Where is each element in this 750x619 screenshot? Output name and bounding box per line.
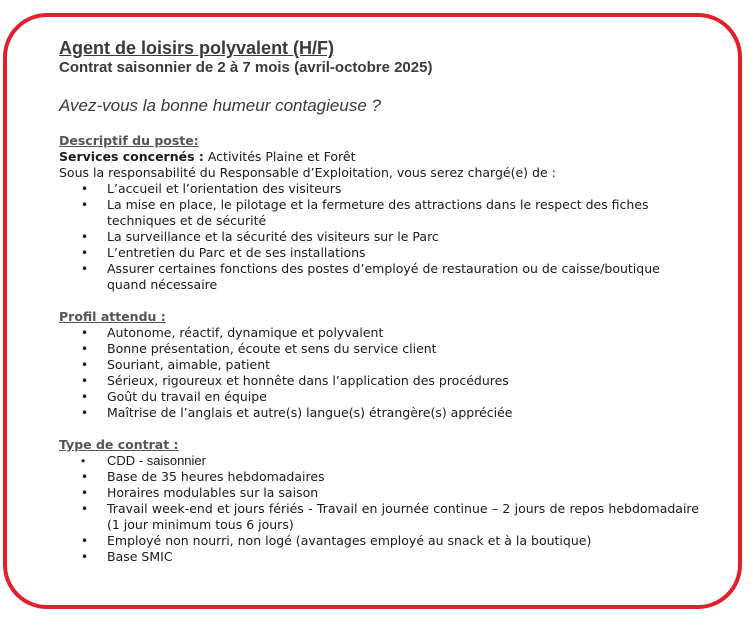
section-profil <box>59 309 699 421</box>
bullet-icon: • <box>81 406 89 420</box>
list-item: • Employé non nourri, non logé (avantages employé au snack et à la boutique) <box>81 533 592 548</box>
list-item: • Travail week-end et jours fériés - Travail en journée continue – 2 jours de repos hebdomadaire (1 jour minimum tous 6 jours) <box>81 501 699 532</box>
list-item: • Base SMIC <box>81 549 173 564</box>
list-item: • Goût du travail en équipe <box>81 389 267 404</box>
bullet-icon: • <box>81 230 89 244</box>
list-item: • CDD - saisonnier <box>81 453 206 468</box>
descriptif-list <box>59 181 699 293</box>
profil-list <box>59 325 699 421</box>
list-item: • Bonne présentation, écoute et sens du service client <box>81 341 437 356</box>
bullet-icon: • <box>81 486 89 500</box>
bullet-icon: • <box>81 198 89 212</box>
bullet-icon: • <box>81 534 89 548</box>
bullet-icon: • <box>81 342 89 356</box>
descriptif-heading: Descriptif du poste: <box>59 133 199 148</box>
bullet-icon: • <box>81 454 86 468</box>
contrat-heading: Type de contrat : <box>59 437 179 452</box>
list-item: • Assurer certaines fonctions des postes d’employé de restauration ou de caisse/boutique quand nécessaire <box>81 261 660 292</box>
section-descriptif <box>59 133 699 293</box>
services-value: Activités Plaine et Forêt <box>203 149 356 164</box>
list-item: • Base de 35 heures hebdomadaires <box>81 469 325 484</box>
bullet-icon: • <box>81 358 89 372</box>
job-offer-content <box>59 38 699 565</box>
bullet-icon: • <box>81 550 89 564</box>
list-item: • Souriant, aimable, patient <box>81 357 271 372</box>
bullet-icon: • <box>81 262 89 276</box>
bullet-icon: • <box>81 470 89 484</box>
job-title: Agent de loisirs polyvalent (H/F) <box>59 38 335 58</box>
tagline: Avez-vous la bonne humeur contagieuse ? <box>59 96 381 115</box>
list-item: • La surveillance et la sécurité des visiteurs sur le Parc <box>81 229 439 244</box>
descriptif-intro: Sous la responsabilité du Responsable d’Exploitation, vous serez chargé(e) de : <box>59 165 556 180</box>
services-line <box>59 149 699 165</box>
contrat-list <box>59 453 699 565</box>
list-item: • La mise en place, le pilotage et la fermeture des attractions dans le respect des fiches techniques et de sécurité <box>81 197 649 228</box>
bullet-icon: • <box>81 502 89 516</box>
bullet-icon: • <box>81 326 89 340</box>
list-item: • Autonome, réactif, dynamique et polyvalent <box>81 325 384 340</box>
services-label: Services concernés : <box>59 149 204 164</box>
bullet-icon: • <box>81 390 89 404</box>
bullet-icon: • <box>81 246 89 260</box>
list-item: • Horaires modulables sur la saison <box>81 485 319 500</box>
contract-subtitle: Contrat saisonnier de 2 à 7 mois (avril-octobre 2025) <box>59 59 433 76</box>
profil-heading: Profil attendu : <box>59 309 166 324</box>
bullet-icon: • <box>81 374 89 388</box>
section-contrat <box>59 437 699 565</box>
list-item: • Sérieux, rigoureux et honnête dans l’application des procédures <box>81 373 509 388</box>
list-item: • L’entretien du Parc et de ses installations <box>81 245 366 260</box>
list-item: • Maîtrise de l’anglais et autre(s) langue(s) étrangère(s) appréciée <box>81 405 513 420</box>
list-item: • L’accueil et l’orientation des visiteurs <box>81 181 342 196</box>
bullet-icon: • <box>81 182 89 196</box>
